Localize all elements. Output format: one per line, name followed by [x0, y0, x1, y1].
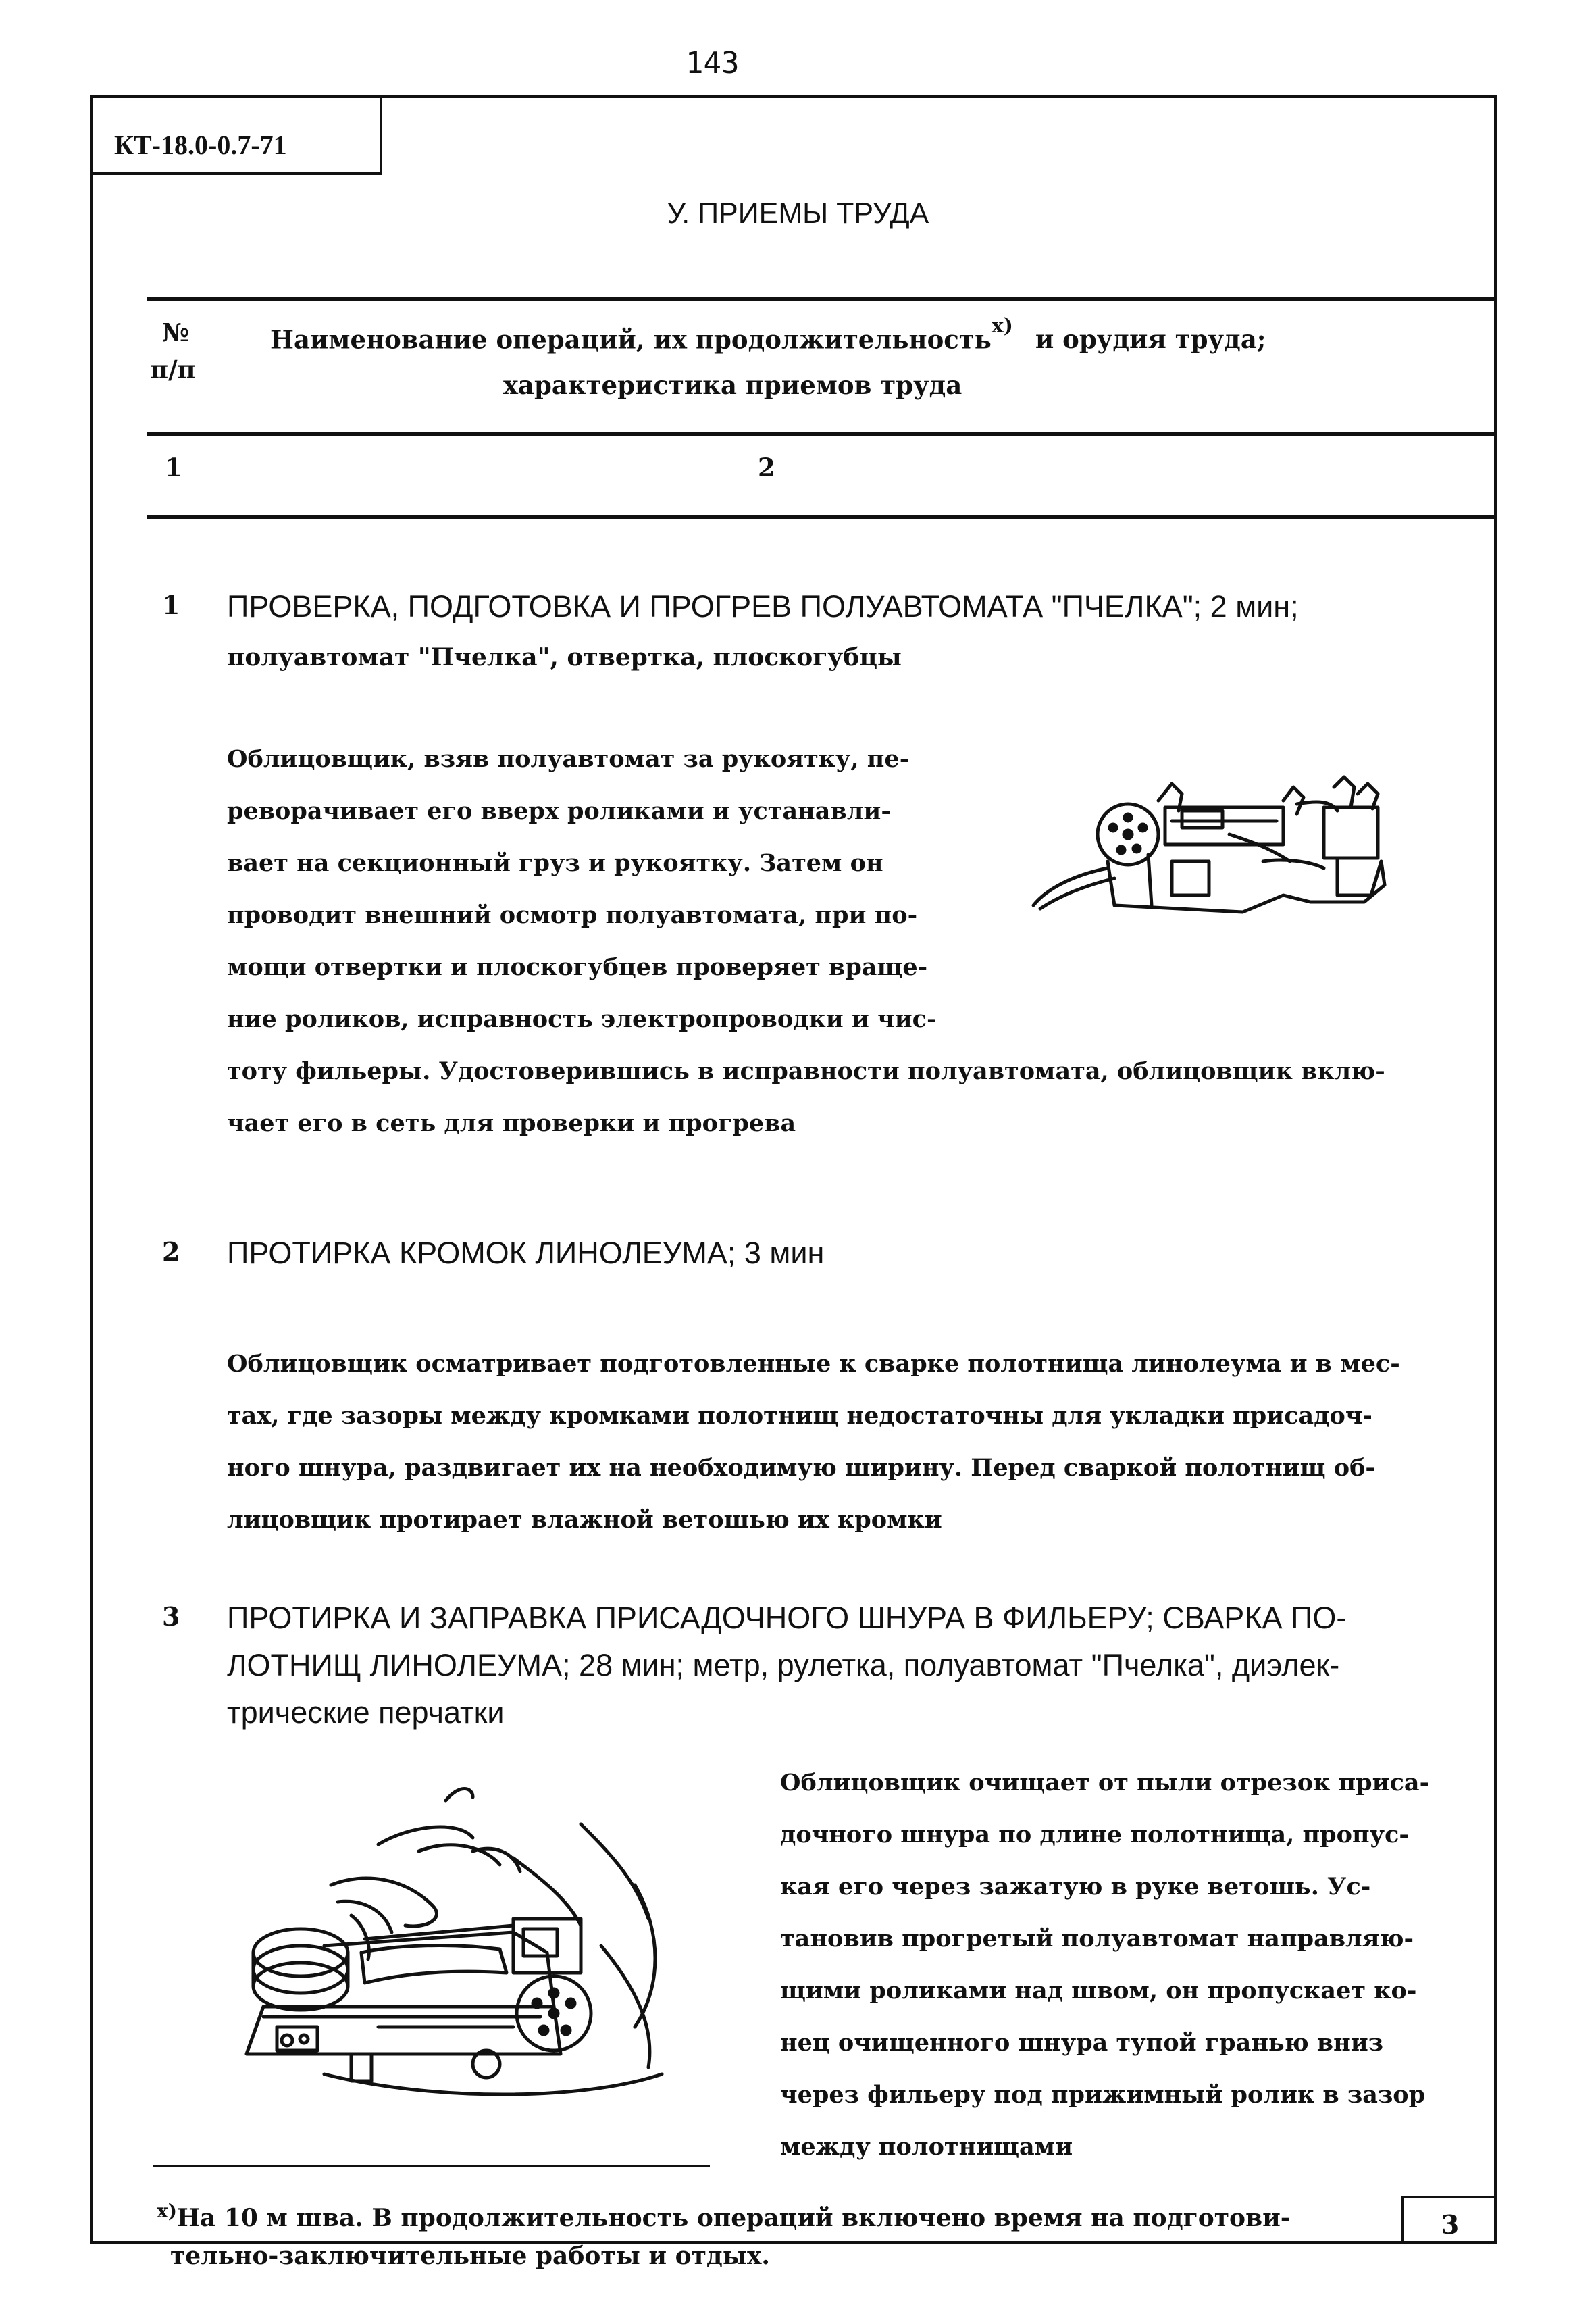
header-col2-line2: характеристика приемов труда [503, 370, 962, 400]
header-bottom-rule [147, 515, 1494, 519]
title-line: трические перчатки [227, 1695, 505, 1730]
description-line: проводит внешний осмотр полуавтомата, при по- [227, 901, 918, 929]
document-code: КТ-18.0-0.7-71 [90, 95, 382, 175]
page-number: 143 [686, 46, 740, 80]
description-line: ного шнура, раздвигает их на необходимую ширину. Перед сваркой полотнищ об- [227, 1454, 1375, 1482]
description-line: тановив прогретый полуавтомат направляю- [780, 1925, 1414, 1953]
operation-3-description [780, 1757, 1429, 2173]
title-line: ПРОТИРКА И ЗАПРАВКА ПРИСАДОЧНОГО ШНУРА В ФИЛЬЕРУ; СВАРКА ПО- [227, 1601, 1347, 1635]
operation-3-title [227, 1594, 1346, 1736]
welding-with-hands-icon [230, 1784, 716, 2108]
description-line: Облицовщик очищает от пыли отрезок приса- [780, 1769, 1430, 1796]
description-line: реворачивает его вверх роликами и устанавли- [227, 797, 891, 825]
operation-3-number: 3 [162, 1601, 180, 1632]
header-num2: 2 [758, 453, 775, 482]
description-line: тоту фильеры. Удостоверившись в исправности полуавтомата, облицовщик вклю- [227, 1057, 1385, 1085]
description-line: мощи отвертки и плоскогубцев проверяет враще- [227, 953, 928, 981]
description-line: вает на секционный груз и рукоятку. Затем он [227, 849, 883, 877]
header-col2-end: и орудия труда; [1035, 324, 1266, 355]
description-line: нец очищенного шнура тупой гранью вниз [780, 2029, 1383, 2057]
header-footnote-mark: x) [991, 314, 1013, 338]
header-num1: 1 [165, 453, 182, 482]
welding-machine-icon [1027, 760, 1405, 926]
header-mid-rule [147, 432, 1494, 436]
description-line: Облицовщик осматривает подготовленные к сварке полотнища линолеума и в мес- [227, 1350, 1400, 1378]
footnote-rule [153, 2165, 710, 2167]
description-line: щими роликами над швом, он пропускает ко- [780, 1977, 1417, 2005]
header-col2-text: Наименование операций, их продолжительность [270, 324, 992, 355]
title-line: ЛОТНИЩ ЛИНОЛЕУМА; 28 мин; метр, рулетка, полуавтомат "Пчелка", диэлек- [227, 1648, 1340, 1682]
description-line: через фильеру под прижимный ролик в зазор [780, 2081, 1426, 2109]
operation-1-title: ПРОВЕРКА, ПОДГОТОВКА И ПРОГРЕВ ПОЛУАВТОМАТА "ПЧЕЛКА"; 2 мин; [227, 589, 1299, 624]
footnote-line1: На 10 м шва. В продолжительность операций включено время на подготови- [176, 2204, 1291, 2232]
operation-1-tools: полуавтомат "Пчелка", отвертка, плоскогубцы [227, 643, 902, 672]
description-line: между полотнищами [780, 2133, 1073, 2161]
footnote [157, 2192, 1291, 2275]
footnote-mark: x) [157, 2200, 177, 2222]
header-col2-line1 [270, 314, 1266, 355]
operation-2-description [227, 1338, 1400, 1546]
operation-2-number: 2 [162, 1236, 180, 1267]
description-line: ние роликов, исправность электропроводки и чис- [227, 1005, 937, 1033]
description-line: лицовщик протирает влажной ветошью их кромки [227, 1506, 942, 1534]
description-line: чает его в сеть для проверки и прогрева [227, 1109, 796, 1137]
description-line: тах, где зазоры между кромками полотнищ недостаточны для укладки присадоч- [227, 1402, 1372, 1430]
operation-2-title: ПРОТИРКА КРОМОК ЛИНОЛЕУМА; 3 мин [227, 1236, 825, 1270]
description-line: дочного шнура по длине полотнища, пропус- [780, 1821, 1409, 1848]
sheet-number: 3 [1401, 2196, 1497, 2244]
section-title: У. ПРИЕМЫ ТРУДА [667, 197, 929, 230]
header-top-rule [147, 297, 1494, 301]
description-line: Облицовщик, взяв полуавтомат за рукоятку, пе- [227, 745, 910, 773]
header-col1-line1: № [162, 318, 190, 347]
footnote-line2: тельно-заключительные работы и отдых. [170, 2242, 770, 2270]
description-line: кая его через зажатую в руке ветошь. Ус- [780, 1873, 1371, 1901]
operation-1-number: 1 [162, 590, 180, 620]
header-col1-line2: п/п [150, 355, 196, 384]
